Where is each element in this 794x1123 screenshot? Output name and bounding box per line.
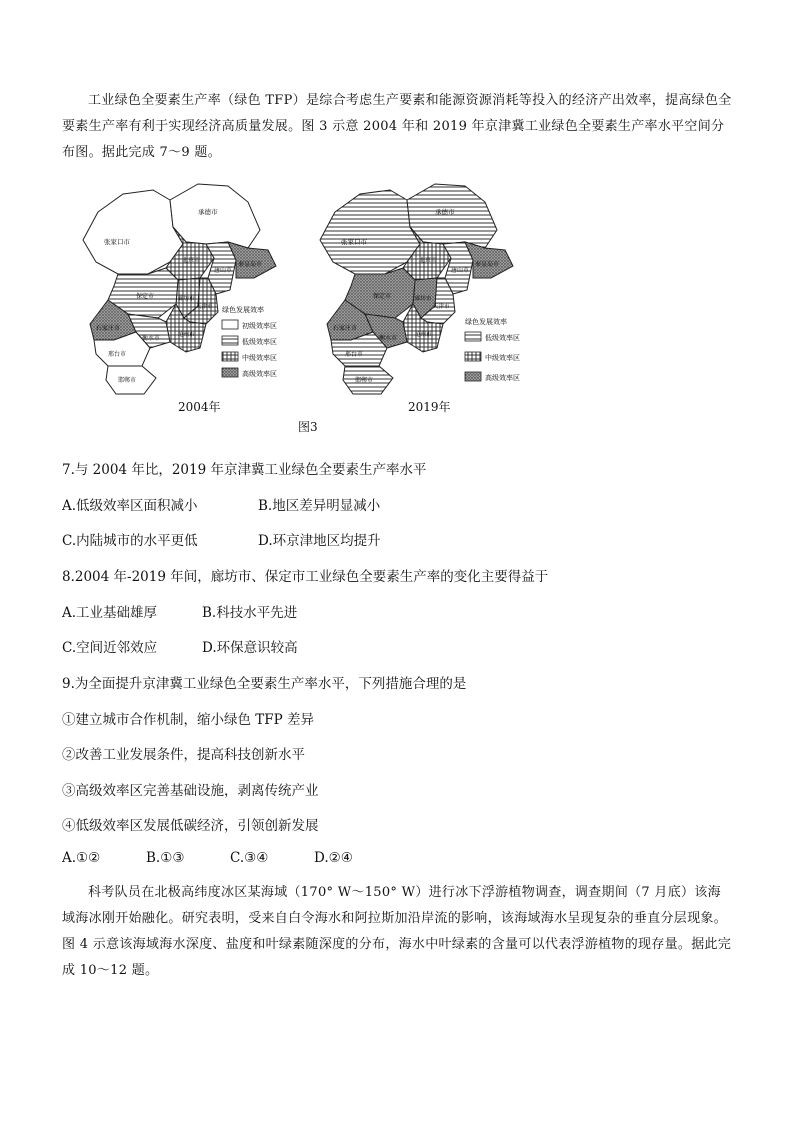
map-2019 [315, 182, 565, 418]
figure-caption: 图3 [298, 420, 318, 434]
q7-option-c[interactable]: C.内陆城市的水平更低 [62, 533, 198, 549]
q9-option-d[interactable]: D.②④ [314, 850, 353, 866]
q9-option-c[interactable]: C.③④ [230, 850, 269, 866]
map2019-legend-1: 中级效率区 [485, 354, 520, 362]
q7-option-a[interactable]: A.低级效率区面积减小 [62, 498, 198, 514]
map2019-label-beijing: 北京市 [419, 257, 438, 264]
q8-option-c[interactable]: C.空间近邻效应 [62, 640, 158, 656]
map2019-label-tianjin: 天津市 [433, 304, 450, 310]
intro-paragraph-2: 科考队员在北极高纬度冰区某海域（170° W～150° W）进行冰下浮游植物调查，调查期间（7 月底）该海域海冰刚开始融化。研究表明，受来自白令海水和阿拉斯加沿岸流的影响，该海域海水呈现复杂的垂直分层现象。图 4 示意该海域海水深度、盐度和叶绿素随深度的分布，海水中叶绿素的含量可以代表浮游植物的现存量。据此完成 10～12 题。 [62, 885, 732, 978]
map2019-label-langfang: 廊坊市 [415, 296, 432, 302]
intro-paragraph-1: 工业绿色全要素生产率（绿色 TFP）是综合考虑生产要素和能源资源消耗等投入的经济产出效率，提高绿色全要素生产率有利于实现经济高质量发展。图 3 示意 2004 年和 2019 年京津冀工业绿色全要素生产率水平空间分布图。据此完成 7～9 题。 [62, 93, 732, 160]
map2004-year: 2004年 [178, 400, 221, 414]
q8-option-d[interactable]: D.环保意识较高 [202, 640, 298, 656]
map2019-label-xingtai: 邢台市 [345, 351, 364, 358]
map2019-legend-0: 低级效率区 [485, 334, 520, 342]
map2019-legend-swatch-0 [465, 332, 481, 341]
q7-option-d[interactable]: D.环京津地区均提升 [258, 533, 381, 549]
map2004-label-hengshui: 衡水市 [142, 335, 161, 342]
map2019-legend-2: 高级效率区 [485, 374, 520, 382]
map2004-legend-swatch-1 [222, 336, 238, 345]
q8-stem: 8.2004 年-2019 年间，廊坊市、保定市工业绿色全要素生产率的变化主要得益于 [62, 569, 549, 585]
map2019-legend-title: 绿色发展效率 [465, 318, 507, 326]
map2019-label-hengshui: 衡水市 [379, 335, 398, 342]
map2019-label-baoding: 保定市 [373, 293, 392, 300]
map2004-legend-2: 中级效率区 [242, 354, 277, 362]
q8-option-a[interactable]: A.工业基础雄厚 [62, 605, 158, 621]
q7-stem: 7.与 2004 年比，2019 年京津冀工业绿色全要素生产率水平 [62, 462, 427, 478]
q9-statement-1: ①建立城市合作机制，缩小绿色 TFP 差异 [62, 712, 315, 728]
map2019-label-cangzhou: 沧州市 [415, 332, 432, 338]
map2004-label-qinhuangdao: 秦皇岛市 [238, 261, 263, 268]
map2019-label-handan: 邯郸市 [355, 377, 374, 384]
map2004-label-tianjin: 天津市 [196, 304, 213, 310]
map2004-legend-swatch-3 [222, 368, 238, 377]
map2004-label-langfang: 廊坊市 [178, 296, 195, 302]
map2019-label-zhangjiakou: 张家口市 [341, 238, 367, 246]
map2019-label-tangshan: 唐山市 [451, 267, 470, 274]
map2004-label-chengde: 承德市 [198, 208, 218, 216]
q7-option-b[interactable]: B.地区差异明显减小 [258, 498, 381, 514]
map2019-label-chengde: 承德市 [435, 208, 455, 216]
q9-option-a[interactable]: A.①② [62, 850, 101, 866]
map2019-region-zhangjiakou [320, 190, 420, 274]
map-2004 [78, 182, 318, 418]
q9-stem: 9.为全面提升京津冀工业绿色全要素生产率水平，下列措施合理的是 [62, 676, 467, 692]
map2019-year: 2019年 [408, 400, 451, 414]
map2004-label-baoding: 保定市 [136, 293, 155, 300]
map2004-label-cangzhou: 沧州市 [178, 332, 195, 338]
map2004-region-zhangjiakou [83, 190, 183, 274]
map2004-legend-1: 低级效率区 [242, 338, 277, 346]
q8-option-b[interactable]: B.科技水平先进 [202, 605, 298, 621]
q9-statement-2: ②改善工业发展条件，提高科技创新水平 [62, 747, 305, 763]
map2004-label-tangshan: 唐山市 [214, 267, 233, 274]
map2004-label-xingtai: 邢台市 [108, 351, 127, 358]
map2004-label-zhangjiakou: 张家口市 [104, 238, 130, 246]
q9-option-b[interactable]: B.①③ [146, 850, 185, 866]
map2004-label-shijiazhuang: 石家庄市 [96, 325, 121, 332]
map2004-legend-3: 高级效率区 [242, 370, 277, 378]
map2004-label-beijing: 北京市 [182, 257, 201, 264]
map2019-legend-swatch-1 [465, 352, 481, 361]
map2004-legend-0: 初级效率区 [242, 322, 277, 330]
map2004-legend-swatch-2 [222, 352, 238, 361]
q9-statement-4: ④低级效率区发展低碳经济，引领创新发展 [62, 818, 319, 834]
map2019-legend-swatch-2 [465, 372, 481, 381]
map2019-label-qinhuangdao: 秦皇岛市 [475, 261, 500, 268]
q9-statement-3: ③高级效率区完善基础设施，剥离传统产业 [62, 783, 319, 799]
map2004-legend-swatch-0 [222, 320, 238, 329]
map2004-legend-title: 绿色发展效率 [222, 306, 264, 314]
map2004-label-handan: 邯郸市 [118, 377, 137, 384]
map2019-label-shijiazhuang: 石家庄市 [333, 325, 358, 332]
